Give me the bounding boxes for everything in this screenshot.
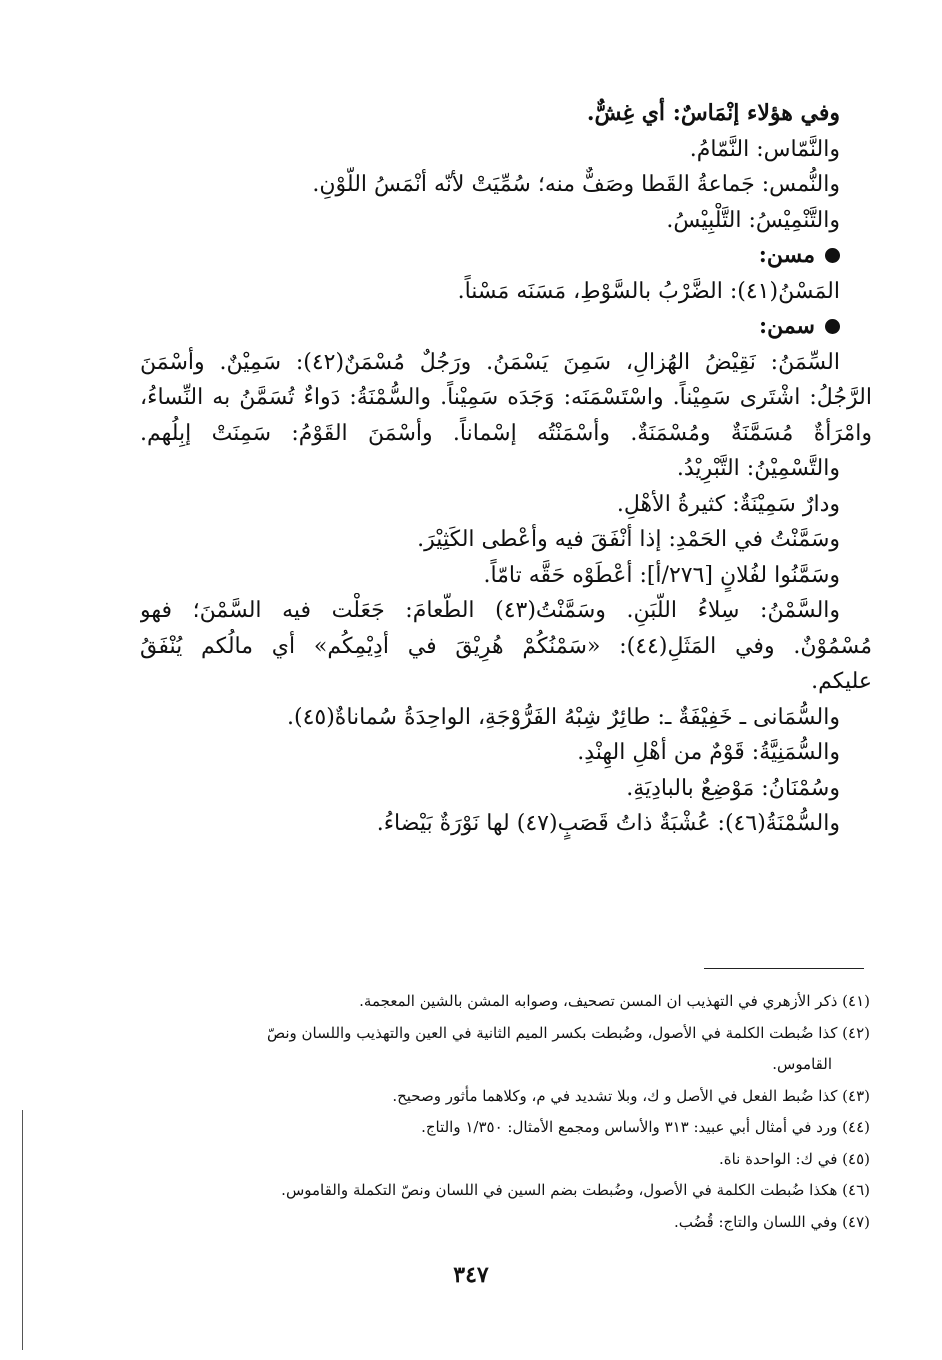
text-line: وسُمْنَانُ: مَوْضِعٌ بالبادِيَةِ. (626, 775, 840, 801)
footnotes (140, 986, 870, 1238)
text-line: المَسْنُ(٤١): الضَّرْبُ بالسَّوْطِ، مَسَنَه مَسْناً. (457, 278, 840, 304)
text-line: وفي هؤلاء إنْمَاسٌ: أي غِشٌّ. (586, 100, 840, 126)
text-line: والتَّنْمِيْسُ: التَّلْبِيْسُ. (666, 207, 840, 233)
text-line: ودارٌ سَمِيْنَةٌ: كثيرةُ الأهْلِ. (616, 491, 840, 517)
text-line: والسُّمْنَةُ(٤٦): عُشْبَةٌ ذاتُ قَصَبٍ(٤٧) لها نَوْرَةٌ بَيْضاءُ. (376, 811, 840, 836)
text-line: الرَّجُلُ: اشْتَرى سَمِيْناً. واسْتَسْمَنَه: وَجَدَه سَمِيْناً. والسُّمْنَةُ: دَواءٌ تُسَمَّنُ به النِّساءُ، (140, 385, 872, 410)
text-line: والتَّسْمِيْنُ: التَّبْرِيْدُ. (676, 456, 840, 481)
bullet-icon (825, 319, 840, 334)
text-line: والسُّمَانى ـ خَفِيْفَةٌ ـ: طائِرٌ شِبْهُ الفَرُّوْجَةِ، الواحِدَةُ سُماناةٌ(٤٥). (286, 704, 840, 730)
text-line: وسَمَّنُوا لفُلانٍ [٢٧٦/أ]: أعْطَوْه حَقَّه تامّاً. (483, 562, 840, 588)
footnote: (٤٧) وفي اللسان والتاج: قُضُب. (674, 1212, 870, 1231)
text-line: وسَمَّنْتُ في الحَمْدِ: إذا أنْفَقَ فيه وأعْطى الكَثِيْرَ. (417, 527, 840, 552)
footnote-divider (704, 968, 864, 969)
text-line: السِّمَنُ: نَقِيْضُ الهُزالِ، سَمِنَ يَسْمَنُ. ورَجُلٌ مُسْمَنٌ(٤٢): سَمِيْنٌ. وأسْمَنَ (140, 349, 840, 375)
footnote: (٤٢) كذا ضُبطت الكلمة في الأصول، وضُبطت بكسر الميم الثانية في العين والتهذيب واللسان ونصّ (266, 1023, 870, 1042)
entry-heading-msn (140, 238, 872, 274)
main-text (140, 96, 872, 842)
entry-heading-label: مسن: (758, 242, 815, 268)
text-line: وامْرَأةٌ مُسَمَّنَةٌ ومُسْمَنَةٌ. وأسْمَنْتُه إسْماناً. وأسْمَنَ القَوْمُ: سَمِنَتْ إبِلُهم. (140, 420, 872, 446)
footnote-continuation: القاموس. (772, 1055, 832, 1073)
text-line: مُسْمُوْنٌ. وفي المَثَلِ(٤٤): «سَمْنُكُمْ هُرِيْقَ في أدِيْمِكُم» أي مالُكم يُنْفَقُ (140, 633, 872, 659)
scan-edge-line (22, 1110, 23, 1350)
footnote: (٤٥) في ك: الواحدة ناة. (718, 1149, 870, 1168)
footnote: (٤١) ذكر الأزهري في التهذيب ان المسن تصحيف، وصوابه المشن بالشين المعجمة. (359, 992, 870, 1010)
text-line: والنُّمس: جَماعةُ القَطا وصَفٌّ منه؛ سُمِّيَتْ لأنّه أنْمَسُ اللَّوْنِ. (312, 172, 840, 197)
text-line: والسُّمَنِيَّةُ: قَوْمٌ من أهْلِ الهِنْدِ. (577, 740, 840, 765)
footnote: (٤٣) كذا ضُبط الفعل في الأصل و ك، وبلا تشديد في م، وكلاهما مأثور وصحيح. (392, 1086, 870, 1105)
text-line: عليكم. (811, 669, 872, 694)
footnote: (٤٤) ورد في أمثال أبي عبيد: ٣١٣ والأساس ومجمع الأمثال: ١/٣٥٠ والتاج. (421, 1118, 870, 1136)
bullet-icon (825, 248, 840, 263)
entry-heading-smn (140, 309, 872, 345)
text-line: والسَّمْنُ: سِلاءُ اللَّبَنِ. وسَمَّنْتُ(٤٣) الطَّعامَ: جَعَلْت فيه السَّمْنَ؛ فهو (140, 598, 841, 623)
text-line: والنَّمّاس: النَّمّامُ. (689, 136, 840, 162)
entry-heading-label: سمن: (758, 313, 815, 339)
page-number: ٣٤٧ (453, 1262, 489, 1288)
footnote: (٤٦) هكذا ضُبطت الكلمة في الأصول، وضُبطت بضم السين في اللسان ونصّ التكملة والقاموس. (281, 1181, 870, 1199)
